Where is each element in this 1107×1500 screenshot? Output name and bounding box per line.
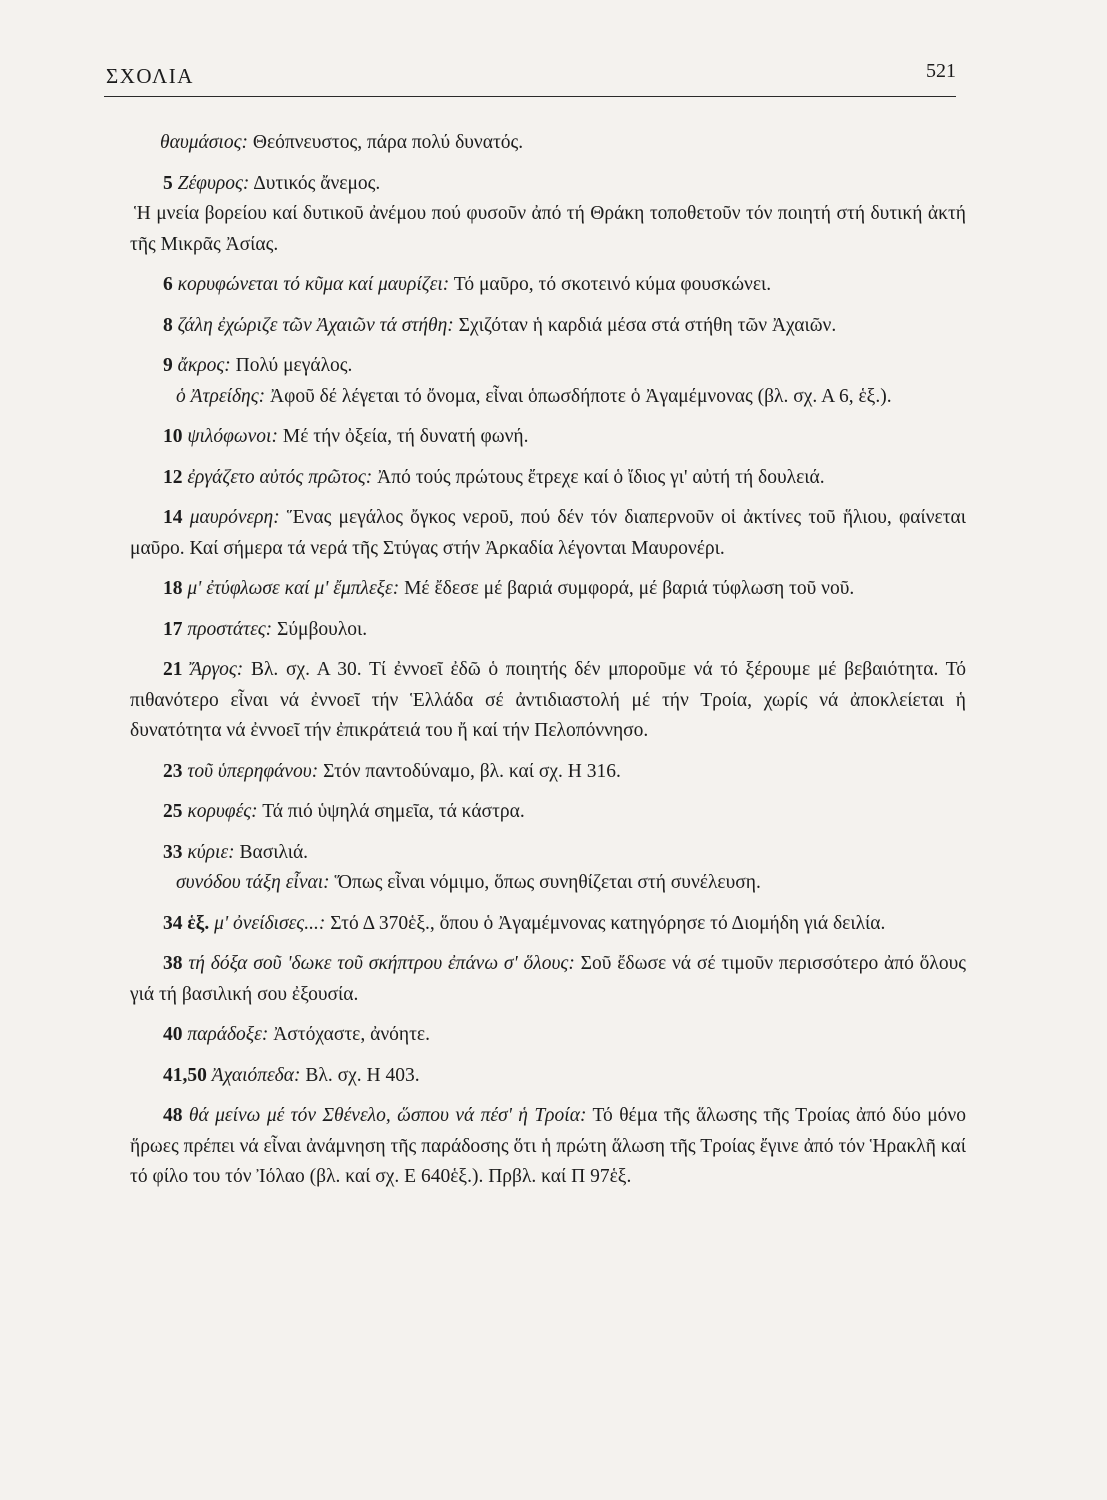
entry-number: 48: [163, 1105, 189, 1126]
entry: [130, 503, 966, 564]
entry-lemma: ἄκρος:: [177, 355, 231, 376]
entry-lemma: συνόδου τάξη εἶναι:: [176, 872, 330, 893]
entry: [130, 949, 966, 1010]
entry-number: 25: [163, 801, 188, 822]
entry-lemma: θά μείνω μέ τόν Σθένελο, ὥσπου νά πέσ' ἡ Τροία:: [188, 1105, 587, 1126]
entry-text: Πολύ μεγάλος.: [230, 355, 353, 376]
entry-number: 6: [163, 274, 178, 295]
entry-text: Τά πιό ὑψηλά σημεῖα, τά κάστρα.: [257, 801, 525, 822]
entry: [130, 655, 966, 747]
entry-text: Τό μαῦρο, τό σκοτεινό κύμα φουσκώνει.: [449, 274, 772, 295]
entry-number: 41,50: [163, 1064, 212, 1086]
commentary-body: [130, 128, 966, 1203]
entry: [130, 270, 966, 301]
entry-number: 10: [163, 426, 188, 447]
entry-text: Θεόπνευστος, πάρα πολύ δυνατός.: [247, 132, 524, 153]
entry-lemma: Ἀχαιόπεδα:: [211, 1064, 301, 1086]
entry-text: Ἀστόχαστε, ἀνόητε.: [268, 1024, 430, 1045]
entry-text: Μέ ἔδεσε μέ βαριά συμφορά, μέ βαριά τύφλωση τοῦ νοῦ.: [399, 578, 855, 599]
entry-number: 8: [163, 314, 178, 336]
entry: [130, 574, 966, 605]
entry-text: Δυτικός ἄνεμος.: [249, 172, 381, 194]
entry: [130, 909, 966, 940]
entry-lemma: μαυρόνερη:: [189, 507, 280, 528]
entry-number: 34 ἑξ.: [163, 912, 215, 934]
entry-number: 17: [163, 618, 188, 640]
entry-lemma: ὁ Ἀτρείδης:: [176, 385, 266, 407]
entry-lemma: τή δόξα σοῦ 'δωκε τοῦ σκήπτρου ἐπάνω σ' ὅλους:: [188, 953, 575, 974]
entry-text: Βασιλιά.: [234, 841, 309, 863]
entry-lemma: Ζέφυρος:: [177, 172, 250, 194]
entry-number: 14: [163, 507, 190, 528]
entry-lemma: ψιλόφωνοι:: [187, 426, 278, 447]
entry-lemma: κορυφές:: [187, 801, 258, 822]
entry-continuation: [130, 128, 966, 159]
entry: [130, 1101, 966, 1193]
entry: [130, 868, 966, 899]
entry-text: Σχιζόταν ἡ καρδιά μέσα στά στήθη τῶν Ἀχαιῶν.: [453, 314, 837, 336]
entry-number: 21: [163, 659, 191, 680]
entry-lemma: μ' ἐτύφλωσε καί μ' ἔμπλεξε:: [187, 578, 400, 599]
entry-number: 12: [163, 466, 188, 488]
entry: [130, 463, 966, 494]
entry-text: Βλ. σχ. Α 30. Τί ἐννοεῖ ἐδῶ ὁ ποιητής δέν μποροῦμε νά τό ξέρουμε μέ βεβαιότητα. Τό πιθανότερο εἶναι νά ἐννοεῖ τήν Ἑλλάδα σέ ἀντιδιαστολή μέ τήν Τροία, χωρίς νά ἀποκλείεται ἡ δυνατότητα νά ἐννοεῖ τήν ἐπικράτειά του ἤ καί τήν Πελοπόννησο.: [130, 659, 966, 741]
entry: [130, 422, 966, 453]
entry-number: 40: [163, 1024, 188, 1045]
entry: [130, 1061, 966, 1092]
page-number: 521: [926, 60, 956, 82]
entry: [130, 351, 966, 382]
entry-number: 23: [163, 760, 188, 782]
entry-number: 38: [163, 953, 189, 974]
entry: [130, 382, 966, 413]
entry: [130, 615, 966, 646]
entry-text: Ἕνας μεγάλος ὄγκος νεροῦ, πού δέν τόν διαπερνοῦν οἱ ἀκτίνες τοῦ ἥλιου, φαίνεται μαῦρο. Καί σήμερα τά νερά τῆς Στύγας στήν Ἀρκαδία λέγονται Μαυρονέρι.: [130, 507, 967, 559]
entry: [130, 757, 966, 788]
entry-text: Ἀφοῦ δέ λέγεται τό ὄνομα, εἶναι ὁπωσδήποτε ὁ Ἀγαμέμνονας (βλ. σχ. Α 6, ἑξ.).: [265, 385, 892, 407]
entry-lemma: μ' ὀνείδισες...:: [214, 912, 326, 934]
entry-number: 18: [163, 578, 188, 599]
entry-lemma: κορυφώνεται τό κῦμα καί μαυρίζει:: [177, 274, 450, 295]
entry-lemma: παράδοξε:: [187, 1024, 269, 1045]
entry-text: Σοῦ ἔδωσε νά σέ τιμοῦν περισσότερο ἀπό ὅλους γιά τή βασιλική σου ἐξουσία.: [130, 953, 967, 1005]
entry-lemma: ζάλη ἐχώριζε τῶν Ἀχαιῶν τά στήθη:: [177, 314, 454, 336]
entry-lemma: θαυμάσιος:: [160, 132, 248, 153]
entry: [130, 838, 966, 869]
entry-lemma: προστάτες:: [187, 618, 273, 640]
entry-text: Ὅπως εἶναι νόμιμο, ὅπως συνηθίζεται στή συνέλευση.: [329, 872, 761, 893]
entry-lemma: Ἄργος:: [190, 659, 244, 680]
entry: [130, 311, 966, 342]
entry-number: 9: [163, 355, 178, 376]
page-header: [104, 56, 956, 97]
entry-text: Στό Δ 370ἑξ., ὅπου ὁ Ἀγαμέμνονας κατηγόρησε τό Διομήδη γιά δειλία.: [325, 912, 886, 934]
entry: [130, 1020, 966, 1051]
entry: [130, 169, 966, 200]
entry-lemma: κύριε:: [187, 841, 235, 863]
entry: [130, 199, 966, 260]
entry-lemma: ἐργάζετο αὐτός πρῶτος:: [187, 466, 373, 488]
entry-number: 5: [163, 172, 178, 194]
entry-text: Στόν παντοδύναμο, βλ. καί σχ. Η 316.: [318, 760, 621, 782]
entry-text: Ἡ μνεία βορείου καί δυτικοῦ ἀνέμου πού φυσοῦν ἀπό τή Θράκη τοποθετοῦν τόν ποιητή στή δυτική ἀκτή τῆς Μικρᾶς Ἀσίας.: [130, 203, 966, 255]
running-head: ΣΧΟΛΙΑ: [106, 64, 194, 88]
entry-text: Μέ τήν ὀξεία, τή δυνατή φωνή.: [277, 426, 529, 447]
entry: [130, 797, 966, 828]
entry-text: Βλ. σχ. Η 403.: [300, 1064, 420, 1086]
entry-number: 33: [163, 841, 188, 863]
entry-lemma: τοῦ ὑπερηφάνου:: [187, 760, 319, 782]
entry-text: Τό θέμα τῆς ἅλωσης τῆς Τροίας ἀπό δύο μόνο ἥρωες πρέπει νά εἶναι ἀνάμνηση τῆς παράδοσης ὅτι ἡ πρώτη ἅλωση τῆς Τροίας ἔγινε ἀπό τόν Ἡρακλῆ καί τό φίλο του τόν Ἰόλαο (βλ. καί σχ. Ε 640ἑξ.). Πρβλ. καί Π 97ἑξ.: [130, 1105, 967, 1187]
entry-text: Σύμβουλοι.: [272, 618, 368, 640]
entry-text: Ἀπό τούς πρώτους ἔτρεχε καί ὁ ἴδιος γι' αὐτή τή δουλειά.: [372, 466, 825, 488]
